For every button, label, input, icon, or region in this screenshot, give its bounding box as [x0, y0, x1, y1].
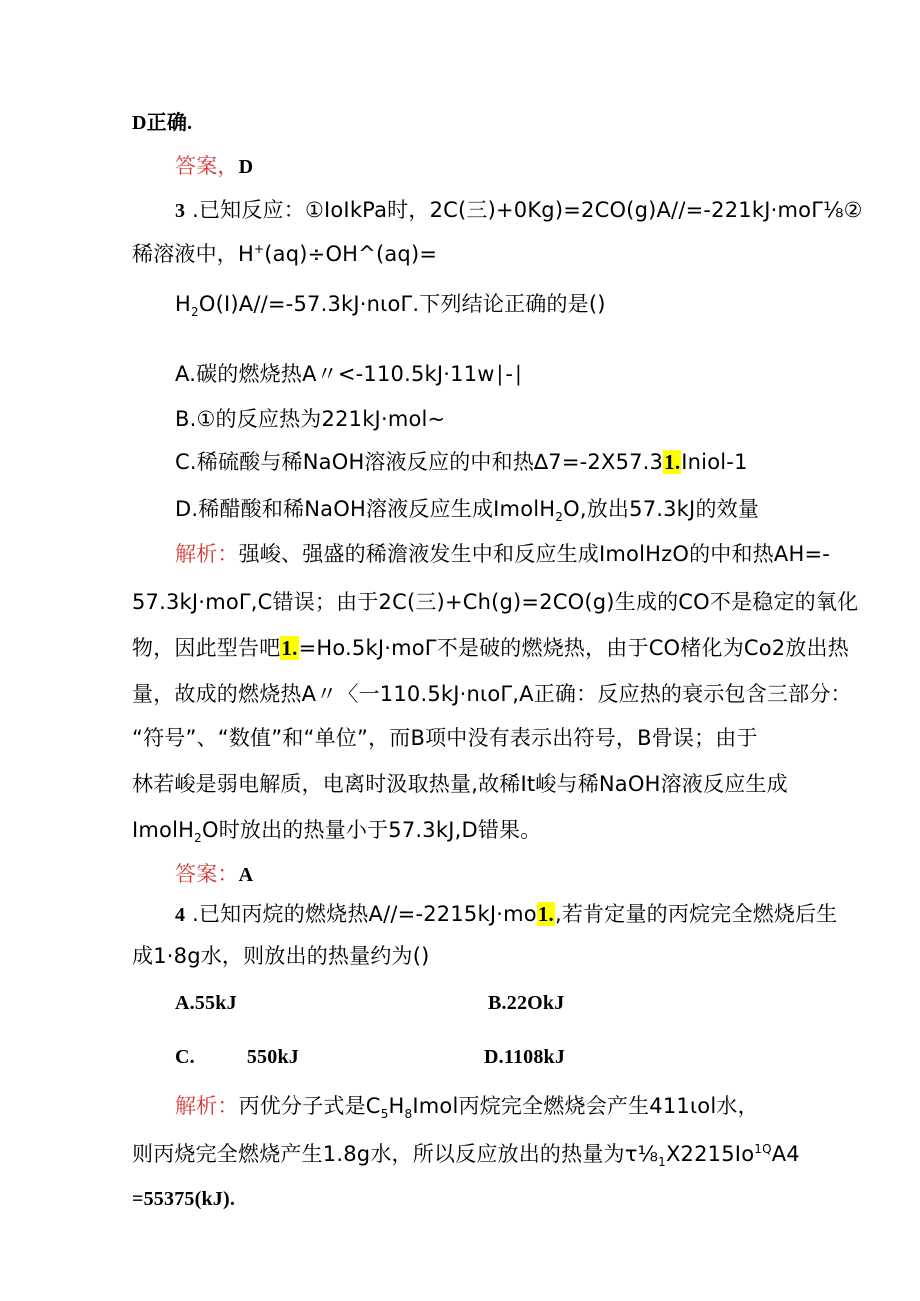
option-c: C.稀硫酸与稀NaOH溶液反应的中和热∆7=-2X57.31.Iniol-1 — [175, 450, 748, 474]
analysis-3-line-7: ImolH$_2$O时放出的热量小于57.3kJ,D错果。 — [132, 818, 542, 846]
analysis-4-line-3: =55375(kJ). — [132, 1188, 236, 1210]
question-3-line-1: 3 .已知反应：①IoIkPa时，2C(三)+0Kg)=2CO(g)A//=-221kJ·moΓ⅛② — [175, 198, 863, 222]
option-b: B.①的反应热为221kJ·mol~ — [175, 407, 446, 431]
analysis-3-line-4: 量，故成的燃烧热A〃〈一110.5kJ·nιoΓ,A正确：反应热的衰示包含三部分： — [132, 682, 852, 706]
analysis-3-line-5: “符号”、“数值”和“单位”，而B项中没有表示出符号，B骨误；由于 — [132, 726, 758, 750]
q4-option-d: D.1108kJ — [484, 1046, 566, 1068]
answer-label: 答案， — [175, 154, 239, 178]
analysis-3-line-2: 57.3kJ·moΓ,C错误；由于2C(三)+Ch(g)=2CO(g)生成的CO不是稳定的氧化 — [132, 590, 859, 614]
question-4-line-2: 成1·8g水，则放出的热量约为() — [132, 944, 430, 968]
analysis-3-line-6: 林若峻是弱电解质，电离时汲取热量,故稀It峻与稀NaOH溶液反应生成 — [132, 772, 788, 796]
analysis-3-line-1: 解析：强峻、强盛的稀澹液发生中和反应生成ImolHzO的中和热AH=- — [175, 542, 831, 566]
q4-option-b: B.22OkJ — [488, 992, 565, 1014]
q4-option-a: A.55kJ — [175, 992, 237, 1014]
analysis-label: 解析： — [175, 542, 239, 566]
answer-line: 答案：A — [175, 862, 254, 886]
option-a: A.碳的燃烧热A〃<-110.5kJ·11w∣-∣ — [175, 362, 524, 386]
analysis-4-line-1: 解析：丙优分子式是$C_5H_8Imol$丙烷完全燃烧会产生411ιol水， — [175, 1094, 759, 1122]
answer-label: 答案： — [175, 862, 239, 886]
question-3-line-3: $H_2O(I)A//=-57.3kJ\cdot n\iota o\Gamma$.下列结论正确的是() — [175, 292, 606, 320]
text-line: D正确. — [132, 112, 193, 134]
highlight-mark: 1. — [537, 902, 554, 926]
option-d: D.稀醋酸和稀NaOH溶液反应生成ImolH$_2$O,放出57.3kJ的效量 — [175, 497, 760, 525]
answer-line: 答案，D — [175, 154, 254, 178]
analysis-label: 解析： — [175, 1094, 239, 1118]
q4-option-c: C. 550kJ — [175, 1046, 299, 1068]
question-4-line-1: 4 .已知丙烷的燃烧热A//=-2215kJ·mo1.,若肯定量的丙烷完全燃烧后生 — [175, 902, 838, 926]
question-3-line-2: 稀溶液中，H+(aq)÷OH^(aq)= — [132, 242, 438, 266]
highlight-mark: 1. — [664, 450, 681, 474]
analysis-4-line-2: 则丙烧完全燃烧产生1.8g水，所以反应放出的热量为$\tau\frac{1}{8}_1X2215Io^{1Q}A4$ — [132, 1142, 800, 1170]
analysis-3-line-3: 物，因此型告吧1.=Ho.5kJ·moΓ不是破的燃烧热，由于CO楮化为Co2放出热 — [132, 636, 849, 660]
highlight-mark: 1. — [281, 636, 298, 660]
